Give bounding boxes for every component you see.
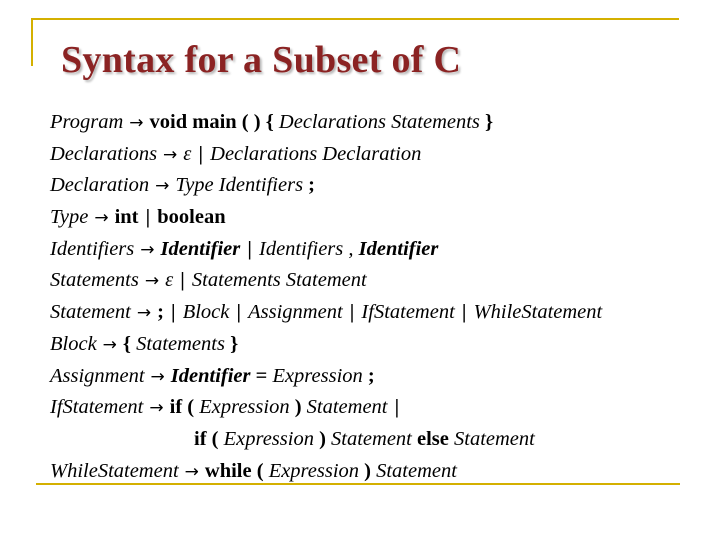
produces-arrow-icon: →: [94, 208, 109, 229]
rule-terminal: if (: [169, 396, 195, 419]
rule-token: Identifier: [358, 237, 439, 260]
rule-token: Identifier: [170, 364, 251, 387]
rule-nonterminal-lhs: IfStatement: [50, 396, 144, 419]
grammar-rule: [50, 170, 602, 202]
rule-nonterminal: Statements: [136, 332, 225, 355]
alternative-separator: |: [247, 237, 252, 260]
rule-terminal: ): [294, 396, 302, 419]
rule-nonterminal: Declarations Statements: [278, 111, 480, 133]
grammar-rule: [50, 297, 602, 329]
rule-nonterminal: Expression: [272, 364, 363, 387]
rule-nonterminal: Statement: [306, 396, 388, 419]
produces-arrow-icon: →: [150, 366, 165, 387]
rule-nonterminal-lhs: Type: [50, 206, 89, 229]
rule-nonterminal-lhs: Program: [50, 111, 124, 133]
rule-nonterminal: Expression: [223, 427, 314, 450]
rule-terminal: else: [417, 427, 449, 450]
produces-arrow-icon: →: [144, 271, 160, 292]
produces-arrow-icon: →: [102, 334, 117, 355]
grammar-rule: [50, 265, 602, 297]
rule-nonterminal: Statements Statement: [191, 269, 367, 292]
produces-arrow-icon: →: [155, 176, 170, 197]
rule-nonterminal: Statement: [331, 427, 412, 450]
rule-nonterminal: Expression: [199, 396, 290, 419]
grammar-rule: [50, 202, 602, 234]
grammar-rule: [50, 456, 602, 488]
grammar-rule: [50, 392, 602, 424]
rule-nonterminal-lhs: Assignment: [50, 364, 145, 387]
rule-terminal: void main ( ) {: [149, 111, 274, 133]
slide-frame-left-line: [31, 18, 33, 66]
rule-nonterminal-lhs: Declaration: [50, 174, 150, 197]
rule-nonterminal: WhileStatement: [473, 301, 603, 324]
produces-arrow-icon: →: [149, 398, 164, 419]
grammar-rule: [50, 361, 602, 393]
rule-nonterminal: Statement: [376, 459, 457, 482]
produces-arrow-icon: →: [184, 461, 199, 482]
rule-nonterminal: Assignment: [248, 301, 343, 324]
grammar-rule: [50, 424, 602, 456]
rule-token: Identifier: [160, 237, 241, 260]
rule-terminal: if (: [194, 427, 219, 450]
rule-nonterminal: Identifiers ,: [259, 237, 354, 260]
rule-nonterminal-lhs: Identifiers: [50, 237, 135, 260]
rule-nonterminal: Expression: [268, 459, 360, 482]
slide-title: Syntax for a Subset of C: [61, 39, 462, 81]
alternative-separator: |: [349, 301, 355, 324]
rule-terminal: {: [122, 332, 131, 355]
epsilon-symbol: ε: [183, 142, 192, 165]
rule-terminal: boolean: [157, 206, 226, 229]
rule-nonterminal: Statement: [454, 427, 535, 450]
grammar-rule: [50, 234, 602, 266]
rule-nonterminal: Declarations Declaration: [210, 142, 422, 165]
rule-terminal: }: [485, 111, 494, 133]
alternative-separator: |: [394, 396, 400, 419]
rule-nonterminal: IfStatement: [361, 301, 455, 324]
alternative-separator: |: [171, 301, 176, 324]
rule-terminal: =: [255, 364, 268, 387]
rule-terminal: ;: [367, 364, 375, 387]
rule-nonterminal: Type Identifiers: [175, 174, 304, 197]
rule-terminal: ;: [308, 174, 315, 197]
rule-terminal: ;: [157, 301, 164, 324]
alternative-separator: |: [145, 206, 151, 229]
rule-terminal: ): [319, 427, 326, 450]
grammar-rule: [50, 329, 602, 361]
alternative-separator: |: [198, 142, 204, 165]
rule-terminal: ): [364, 459, 371, 482]
produces-arrow-icon: →: [136, 303, 152, 324]
rule-nonterminal: Block: [182, 301, 230, 324]
produces-arrow-icon: →: [140, 239, 155, 260]
grammar-rule: [50, 139, 602, 171]
alternative-separator: |: [180, 269, 185, 292]
slide-frame-top-line: [31, 18, 679, 20]
alternative-separator: |: [236, 301, 241, 324]
rule-nonterminal-lhs: Statements: [50, 269, 139, 292]
alternative-separator: |: [461, 301, 467, 324]
epsilon-symbol: ε: [165, 269, 174, 292]
rule-nonterminal-lhs: Block: [50, 332, 97, 355]
rule-nonterminal-lhs: WhileStatement: [50, 459, 179, 482]
rule-terminal: while (: [204, 459, 264, 482]
grammar-rules: [50, 107, 602, 487]
rule-terminal: int: [114, 206, 139, 229]
rule-terminal: }: [230, 332, 239, 355]
grammar-rule: [50, 107, 602, 139]
produces-arrow-icon: →: [163, 144, 178, 165]
produces-arrow-icon: →: [129, 113, 144, 133]
rule-nonterminal-lhs: Statement: [50, 301, 131, 324]
rule-nonterminal-lhs: Declarations: [50, 142, 158, 165]
